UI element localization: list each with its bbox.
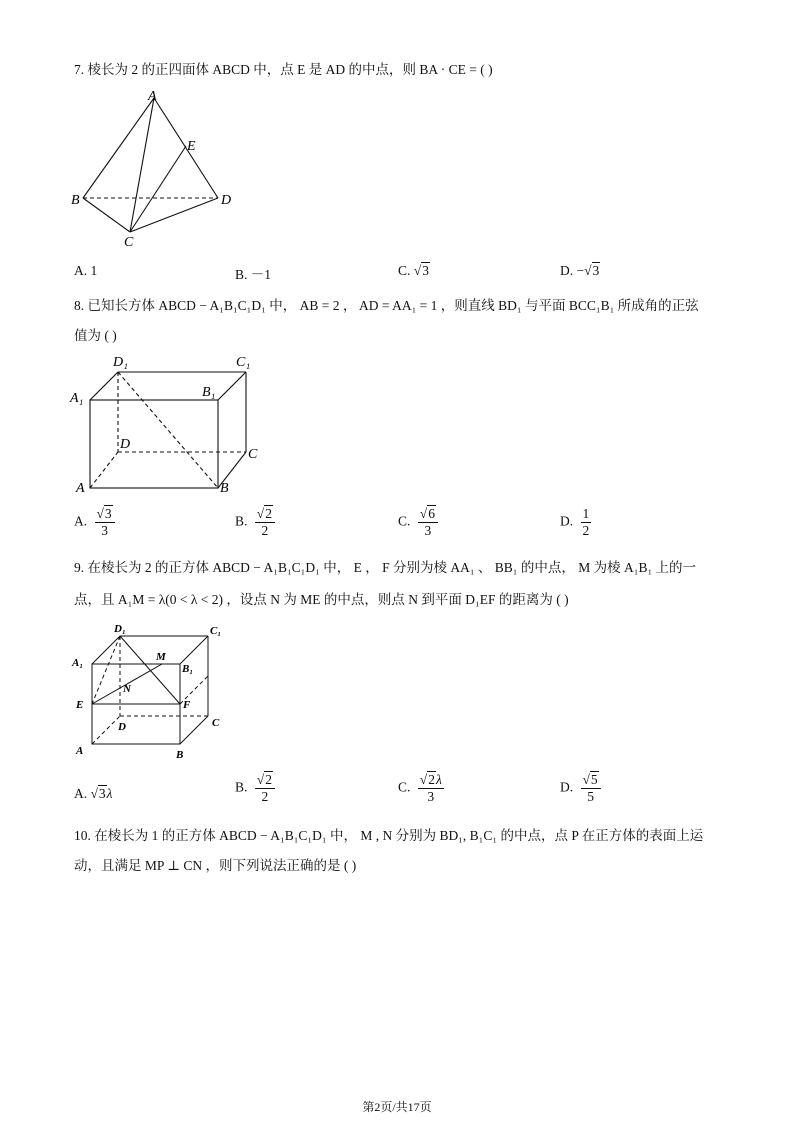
q7-option-d-value: 3: [592, 263, 600, 278]
q8-label-b: B: [220, 481, 229, 496]
q8-option-a-num: 3: [104, 506, 112, 521]
q8-label-a: A: [76, 481, 85, 496]
q8-option-c: C. $\frac{√6}{3}$: [398, 506, 438, 539]
q8-option-a: A. $\frac{√3}{3}$: [74, 506, 115, 539]
q9-option-d-num: 5: [590, 772, 598, 787]
q9-cube-figure: [66, 620, 246, 762]
q8-label-a1: A₁: [70, 391, 84, 406]
q9-label-c: C: [212, 717, 220, 729]
q7-option-b: B. －1: [235, 267, 272, 282]
q8-label-d: D: [120, 437, 131, 452]
q7-label-e: E: [187, 139, 196, 154]
q7-label-c: C: [124, 235, 134, 246]
q7-option-c-value: 3: [422, 263, 429, 278]
q9-label-a1: A₁: [72, 657, 84, 669]
q9-option-b-num: 2: [265, 772, 272, 787]
q7-option-c-prefix: C.: [398, 263, 411, 278]
q9-option-c-prefix: C.: [398, 779, 411, 795]
q9-label-b1: B₁: [182, 663, 194, 675]
q8-option-b-num: 2: [265, 506, 272, 521]
q9-option-c: C. $\frac{√2\lambda}{3}$: [398, 772, 442, 804]
q10-text-line1: 10. 在棱长为 1 的正方体 ABCD − A₁B₁C₁D₁ 中， M , N 分别为 BD₁, B₁C₁ 的中点，点 P 在正方体的表面上运: [74, 828, 704, 843]
q8-label-b1: B₁: [202, 385, 216, 400]
q9-label-e: E: [76, 699, 84, 711]
q8-option-b: B. $\frac{√2}{2}$: [235, 506, 275, 539]
q7-option-c: C. √3: [398, 263, 429, 278]
q8-option-d-prefix: D.: [560, 513, 574, 529]
q8-option-d-den: 2: [582, 523, 590, 538]
q7-tetrahedron-figure: [66, 86, 246, 246]
q9-option-d-prefix: D.: [560, 779, 574, 795]
q9-label-b: B: [176, 749, 184, 761]
q8-option-a-prefix: A.: [74, 513, 88, 529]
q10-text-line2: 动，且满足 MP ⊥ CN ，则下列说法正确的是 ( ): [74, 858, 357, 873]
q8-option-c-num: 6: [428, 506, 435, 521]
q9-option-c-num: 2: [428, 772, 435, 787]
q8-cuboid-figure: [66, 350, 276, 496]
q8-text-line1: 8. 已知长方体 ABCD − A₁B₁C₁D₁ 中， AB = 2 ， AD = AA₁ = 1 ，则直线 BD₁ 与平面 BCC₁B₁ 所成角的正弦: [74, 298, 699, 313]
q7-label-b: B: [71, 193, 80, 208]
q9-option-b: B. $\frac{√2}{2}$: [235, 772, 275, 805]
q9-label-n: N: [123, 683, 131, 695]
q9-option-d: D. $\frac{√5}{5}$: [560, 772, 601, 805]
q9-option-c-den: 3: [427, 789, 435, 804]
q8-option-d: [560, 506, 591, 539]
page-footer: 第2页/共17页: [362, 1100, 432, 1114]
q7-label-d: D: [221, 193, 232, 208]
q9-option-a-value: 3: [98, 786, 106, 801]
q9-option-a-prefix: A.: [74, 786, 88, 801]
q9-label-d: D: [118, 721, 126, 733]
q8-option-b-den: 2: [261, 523, 269, 538]
q9-text-line2: 点，且 A₁M = λ(0 < λ < 2) ，设点 N 为 ME 的中点，则点 N 到平面 D₁EF 的距离为 ( ): [74, 592, 569, 607]
q8-text-line2: 值为 ( ): [74, 328, 117, 343]
q9-option-c-lambda: λ: [435, 772, 442, 787]
q9-label-d1: D₁: [114, 623, 126, 635]
q9-option-b-den: 2: [261, 789, 269, 804]
q7-option-d-prefix: D. −: [560, 263, 585, 278]
q7-option-a: A. 1: [74, 263, 98, 278]
q9-option-d-den: 5: [587, 789, 594, 804]
q8-label-c1: C₁: [236, 355, 251, 370]
q8-option-c-prefix: C.: [398, 513, 411, 529]
q8-option-b-prefix: B.: [235, 513, 248, 529]
q8-label-d1: D₁: [113, 355, 128, 370]
q9-label-c1: C₁: [210, 625, 222, 637]
q9-label-m: M: [156, 651, 166, 663]
q9-text-line1: 9. 在棱长为 2 的正方体 ABCD − A₁B₁C₁D₁ 中， E ， F 分别为棱 AA₁ 、 BB₁ 的中点， M 为棱 A₁B₁ 上的一: [74, 560, 697, 575]
q7-text: 7. 棱长为 2 的正四面体 ABCD 中，点 E 是 AD 的中点，则 BA · CE = ( ): [74, 62, 493, 77]
q9-option-b-prefix: B.: [235, 779, 248, 795]
q8-label-c: C: [248, 447, 258, 462]
q9-option-a-lambda: λ: [106, 786, 113, 801]
q8-option-c-den: 3: [424, 523, 432, 538]
q9-label-a: A: [76, 745, 84, 757]
q9-label-f: F: [183, 699, 191, 711]
q8-option-a-den: 3: [101, 523, 108, 538]
q7-label-a: A: [148, 89, 157, 104]
q8-option-d-num: 1: [582, 506, 590, 521]
q7-option-d: D. −√3: [560, 263, 600, 278]
q9-option-a: A. √3λ: [74, 786, 113, 801]
